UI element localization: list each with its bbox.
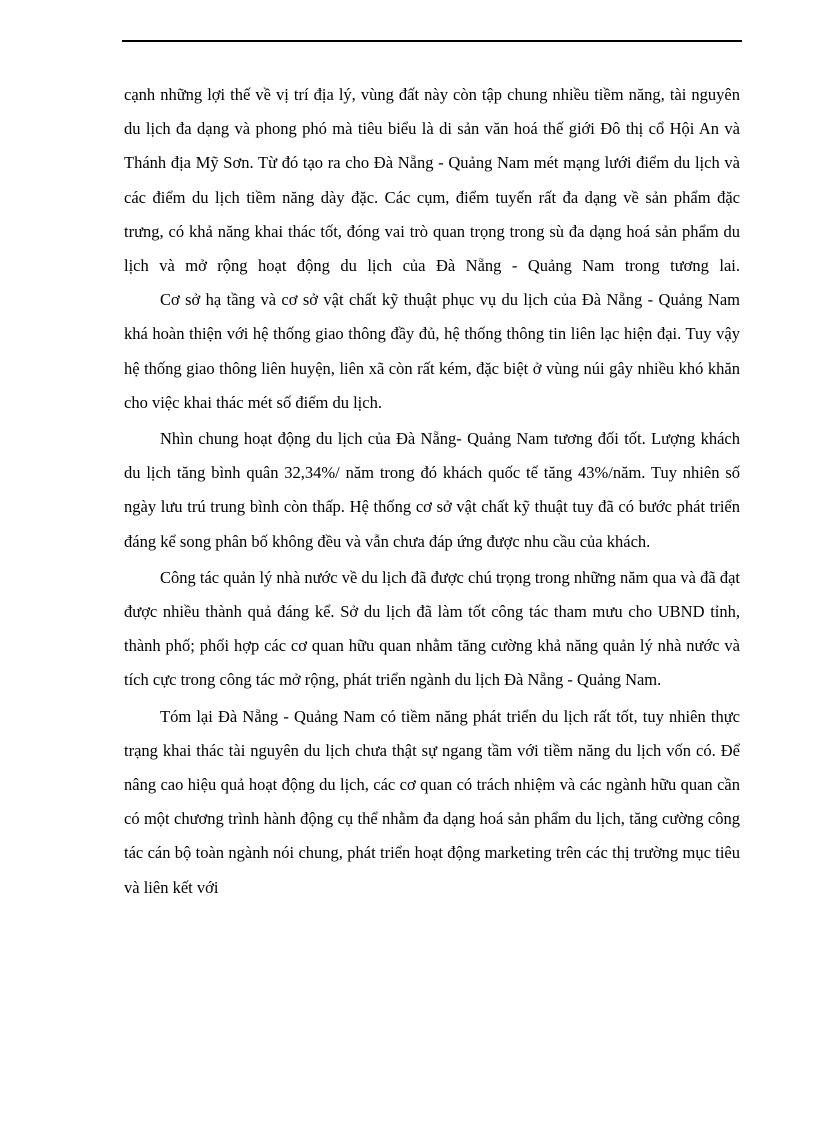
paragraph-infrastructure: Cơ sở hạ tầng và cơ sở vật chất kỹ thuật phục vụ du lịch của Đà Nẵng - Quảng Nam khá hoàn thiện với hệ thống giao thông đầy đủ, hệ thống thông tin liên lạc hiện đại. Tuy vậy hệ thống giao thông liên huyện, liên xã còn rất kém, đặc biệt ở vùng núi gây nhiều khó khăn cho việc khai thác mét số điểm du lịch. bbox=[124, 290, 740, 412]
paragraph-conclusion: Tóm lại Đà Nẵng - Quảng Nam có tiềm năng phát triển du lịch rất tốt, tuy nhiên thực trạng khai thác tài nguyên du lịch chưa thật sự ngang tầm với tiềm năng du lịch vốn có. Để nâng cao hiệu quả hoạt động du lịch, các cơ quan có trách nhiệm và các ngành hữu quan cần có một chương trình hành động cụ thể nhằm đa dạng hoá sản phẩm du lịch, tăng cường công tác cán bộ toàn ngành nói chung, phát triển hoạt động marketing trên các thị trường mục tiêu và liên kết với bbox=[124, 706, 740, 897]
paragraph-tourism-activity: Nhìn chung hoạt động du lịch của Đà Nẵng- Quảng Nam tương đối tốt. Lượng khách du lịch tăng bình quân 32,34%/ năm trong đó khách quốc tế tăng 43%/năm. Tuy nhiên số ngày lưu trú trung bình còn thấp. Hệ thống cơ sở vật chất kỹ thuật tuy đã có bước phát triển đáng kể song phân bố không đều và vẫn chưa đáp ứng được nhu cầu của khách. bbox=[124, 429, 740, 551]
paragraph-continuation: cạnh những lợi thế về vị trí địa lý, vùng đất này còn tập chung nhiều tiềm năng, tài nguyên du lịch đa dạng và phong phó mà tiêu biểu là di sản văn hoá thế giới Đô thị cổ Hội An và Thánh địa Mỹ Sơn. Từ đó tạo ra cho Đà Nẵng - Quảng Nam mét mạng lưới điểm du lịch và các điểm du lịch tiềm năng dày đặc. Các cụm, điểm tuyến rất đa dạng về sản phẩm đặc trưng, có khả năng khai thác tốt, đóng vai trò quan trọng trong sù đa dạng hoá sản phẩm du lịch và mở rộng hoạt động du lịch của Đà Nẵng - Quảng Nam trong tương lai. bbox=[124, 85, 740, 276]
document-body bbox=[124, 78, 740, 905]
header-rule bbox=[122, 40, 742, 42]
paragraph-state-management: Công tác quản lý nhà nước về du lịch đã được chú trọng trong những năm qua và đã đạt được nhiều thành quả đáng kể. Sở du lịch đã làm tốt công tác tham mưu cho UBND tỉnh, thành phố; phối hợp các cơ quan hữu quan nhằm tăng cường khả năng quản lý nhà nước và tích cực trong công tác mở rộng, phát triển ngành du lịch Đà Nẵng - Quảng Nam. bbox=[124, 567, 740, 690]
